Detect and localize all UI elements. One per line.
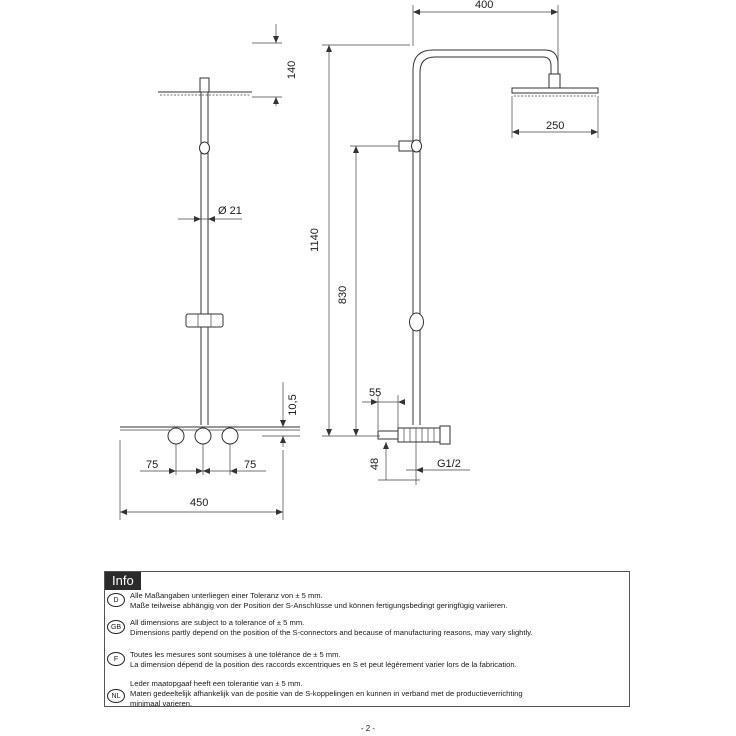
info-line: Maße teilweise abhängig von der Position der S-Anschlüsse und können fertigungsbedingt geringfügig variieren. — [130, 601, 508, 610]
head-connector — [200, 78, 209, 92]
lang-badge-gb: GB — [107, 620, 125, 634]
dim-thread: G1/2 — [437, 458, 461, 470]
dim-spout-length: 55 — [369, 387, 382, 399]
knob-center — [195, 428, 211, 444]
side-slider — [410, 313, 424, 331]
dim-slider-height: 830 — [337, 285, 349, 305]
info-line: La dimension dépend de la position des raccords excentriques en S et peut légèrement varier lors de la fabrication. — [130, 660, 517, 669]
dim-total-width: 450 — [190, 497, 209, 509]
side-view — [309, 0, 598, 485]
page-number: - 2 - — [360, 724, 376, 733]
side-coupling-clamp — [399, 141, 413, 151]
dim-right-offset: 75 — [244, 459, 257, 471]
knob-left — [168, 428, 184, 444]
info-line: Toutes les mesures sont soumises à une tolérance de ± 5 mm. — [130, 650, 341, 659]
dim-spout-height: 10,5 — [287, 394, 299, 416]
info-line: Maten gedeeltelijk afhankelijk van de positie van de S-koppelingen en kunnen in verband met de productieverrichting — [130, 689, 523, 698]
info-title: Info — [105, 572, 141, 590]
dim-shower-head-drop: 140 — [286, 60, 298, 80]
info-line: minimaal varieren. — [130, 699, 193, 708]
info-line: Leder maatopgaaf heeft een tolerantie van ± 5 mm. — [130, 679, 303, 688]
info-line: Dimensions partly depend on the position of the S-connectors and because of manufacturing reasons, may vary slightly. — [130, 628, 533, 637]
thermostat-cap — [440, 426, 450, 444]
shower-head-side — [512, 88, 598, 93]
dim-arm-length: 400 — [475, 0, 494, 11]
dim-pipe-diameter: Ø 21 — [218, 205, 242, 217]
hand-shower-holder — [186, 314, 223, 327]
front-view — [120, 24, 300, 520]
dim-spout-drop: 48 — [369, 457, 381, 471]
lang-badge-de: D — [107, 593, 125, 607]
dim-total-height: 1140 — [309, 228, 321, 252]
lang-badge-nl: NL — [107, 689, 125, 703]
side-head-connector — [549, 74, 560, 88]
dim-head-width: 250 — [546, 120, 565, 132]
info-line: Alle Maßangaben unterliegen einer Toleranz von ± 5 mm. — [130, 591, 323, 600]
info-panel — [104, 571, 630, 707]
pipe-coupling — [200, 142, 210, 154]
dim-left-offset: 75 — [146, 459, 159, 471]
lang-badge-fr: F — [107, 652, 125, 666]
connection-pipe — [378, 431, 398, 439]
info-line: All dimensions are subject to a tolerance of ± 5 mm. — [130, 618, 305, 627]
knob-right — [222, 428, 238, 444]
